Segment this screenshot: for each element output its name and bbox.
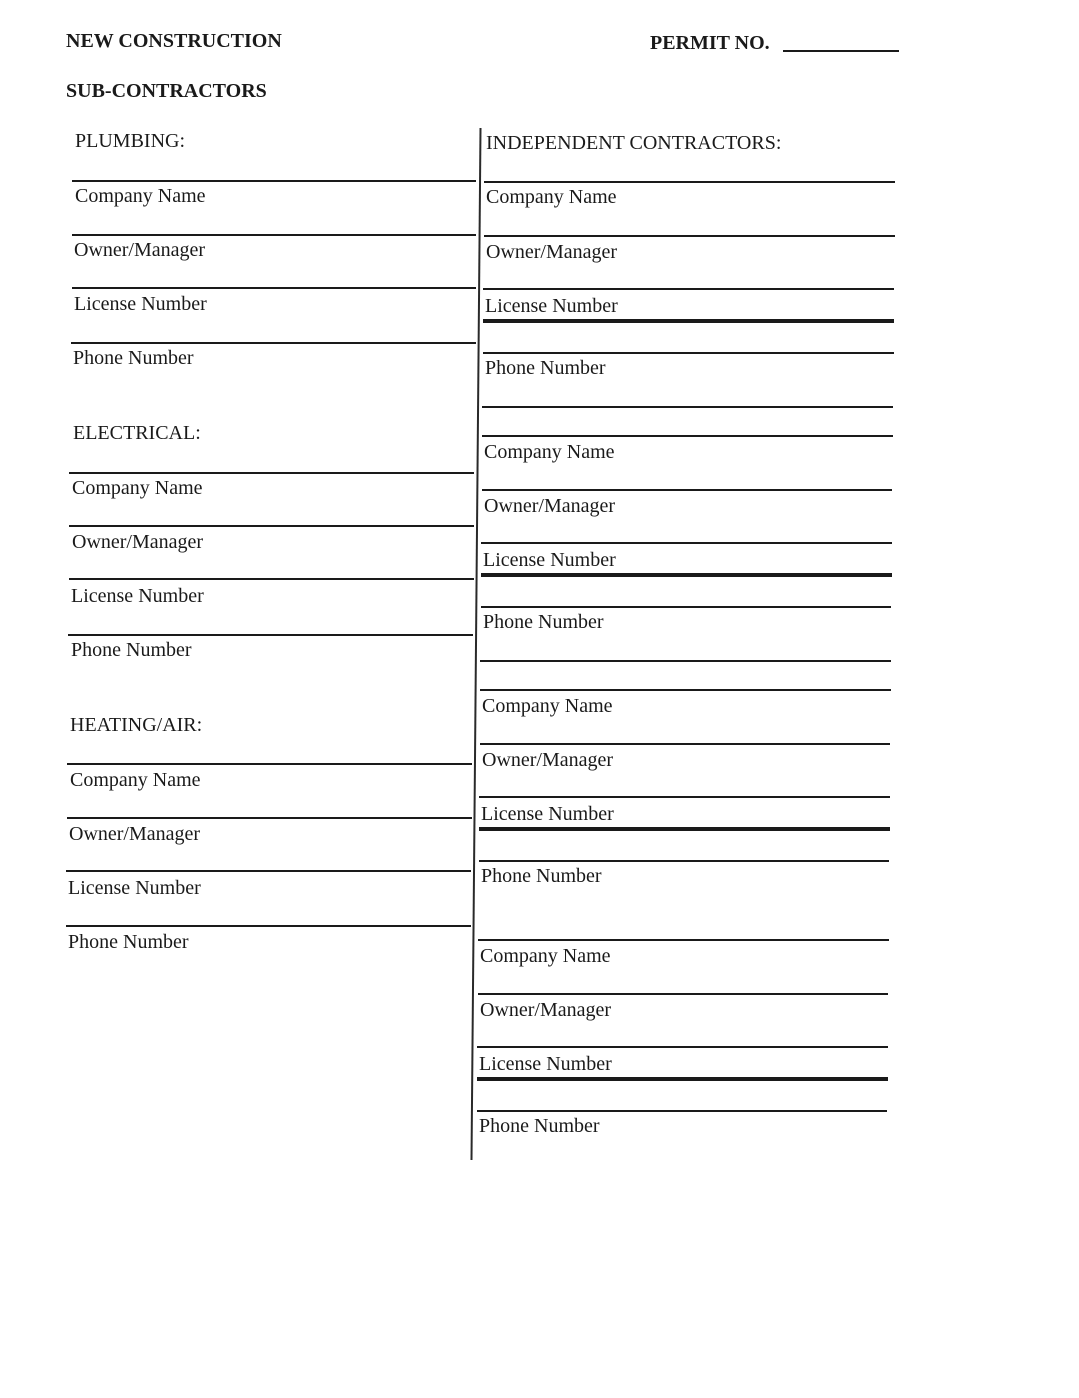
independent-heading: INDEPENDENT CONTRACTORS:: [486, 132, 782, 154]
heating-phone-label: Phone Number: [68, 931, 189, 953]
ic3-phone-label: Phone Number: [481, 865, 602, 887]
ic4-phone-line[interactable]: [477, 1110, 887, 1112]
ic2-owner-line[interactable]: [482, 489, 892, 491]
electrical-owner-line[interactable]: [69, 525, 474, 527]
ic2-license-label: License Number: [483, 549, 616, 571]
electrical-company-label: Company Name: [72, 477, 203, 499]
ic2-license-underline: [481, 573, 892, 577]
ic3-company-line[interactable]: [480, 689, 891, 691]
ic2-phone-line[interactable]: [481, 606, 891, 608]
ic2-company-label: Company Name: [484, 441, 615, 463]
ic1-license-underline: [483, 319, 894, 323]
heating-company-label: Company Name: [70, 769, 201, 791]
ic3-license-label: License Number: [481, 803, 614, 825]
ic2-license-line[interactable]: [481, 542, 892, 544]
ic1-company-label: Company Name: [486, 186, 617, 208]
heating-company-line[interactable]: [67, 763, 472, 765]
ic4-phone-label: Phone Number: [479, 1115, 600, 1137]
plumbing-company-line[interactable]: [72, 180, 476, 182]
plumbing-owner-line[interactable]: [72, 234, 476, 236]
ic3-company-label: Company Name: [482, 695, 613, 717]
electrical-license-label: License Number: [71, 585, 204, 607]
heating-heading: HEATING/AIR:: [70, 714, 203, 736]
ic1-company-line[interactable]: [484, 181, 895, 183]
plumbing-license-label: License Number: [74, 293, 207, 315]
ic2-company-line[interactable]: [482, 435, 893, 437]
form-title: NEW CONSTRUCTION: [66, 30, 282, 52]
ic4-license-line[interactable]: [477, 1046, 888, 1048]
ic4-owner-label: Owner/Manager: [480, 999, 612, 1021]
electrical-phone-line[interactable]: [68, 634, 473, 636]
plumbing-license-line[interactable]: [72, 287, 476, 289]
ic1-owner-label: Owner/Manager: [486, 241, 618, 263]
ic2-phone-label: Phone Number: [483, 611, 604, 633]
form-subtitle: SUB-CONTRACTORS: [66, 80, 267, 102]
ic2-owner-label: Owner/Manager: [484, 495, 616, 517]
heating-owner-label: Owner/Manager: [69, 823, 201, 845]
ic1-license-line[interactable]: [483, 288, 894, 290]
ic1-phone-underline: [482, 406, 893, 408]
ic1-license-label: License Number: [485, 295, 618, 317]
heating-license-label: License Number: [68, 877, 201, 899]
ic3-phone-line[interactable]: [479, 860, 889, 862]
electrical-heading: ELECTRICAL:: [73, 422, 201, 444]
ic1-owner-line[interactable]: [484, 235, 895, 237]
plumbing-owner-label: Owner/Manager: [74, 239, 206, 261]
permit-label: PERMIT NO.: [650, 32, 770, 54]
electrical-company-line[interactable]: [69, 472, 474, 474]
ic4-owner-line[interactable]: [478, 993, 888, 995]
ic4-company-line[interactable]: [478, 939, 889, 941]
ic3-owner-label: Owner/Manager: [482, 749, 614, 771]
ic4-company-label: Company Name: [480, 945, 611, 967]
heating-owner-line[interactable]: [67, 817, 472, 819]
electrical-license-line[interactable]: [69, 578, 474, 580]
electrical-owner-label: Owner/Manager: [72, 531, 204, 553]
electrical-phone-label: Phone Number: [71, 639, 192, 661]
plumbing-phone-label: Phone Number: [73, 347, 194, 369]
heating-license-line[interactable]: [66, 870, 471, 872]
ic3-owner-line[interactable]: [480, 743, 890, 745]
ic4-license-label: License Number: [479, 1053, 612, 1075]
plumbing-company-label: Company Name: [75, 185, 206, 207]
permit-number-field[interactable]: [783, 50, 899, 52]
ic1-phone-label: Phone Number: [485, 357, 606, 379]
ic1-phone-line[interactable]: [483, 352, 894, 354]
heating-phone-line[interactable]: [66, 925, 471, 927]
ic3-license-line[interactable]: [479, 796, 890, 798]
plumbing-heading: PLUMBING:: [75, 130, 186, 152]
ic4-license-underline: [477, 1077, 888, 1081]
plumbing-phone-line[interactable]: [71, 342, 476, 344]
ic2-phone-underline: [480, 660, 891, 662]
ic3-license-underline: [479, 827, 890, 831]
